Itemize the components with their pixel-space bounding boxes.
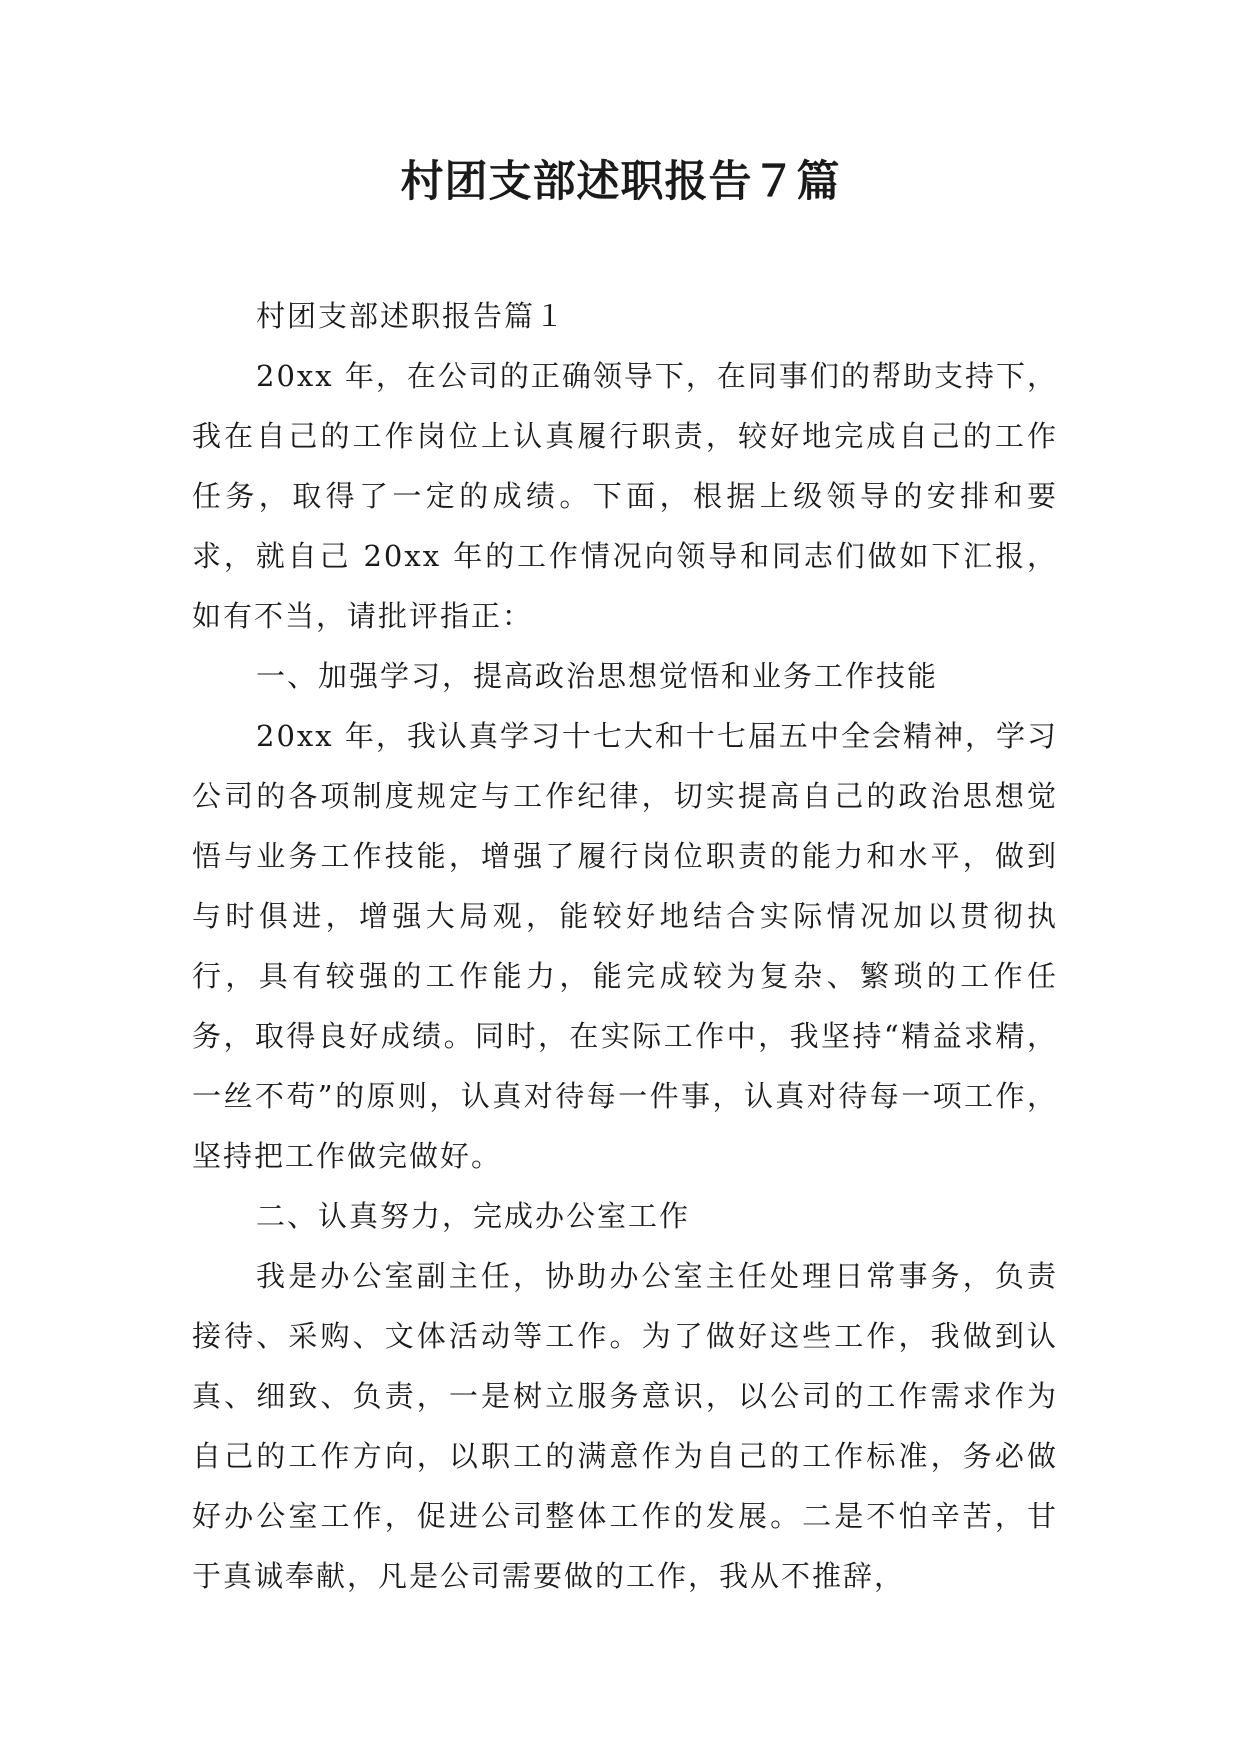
- body-paragraph: 我是办公室副主任，协助办公室主任处理日常事务，负责接待、采购、文体活动等工作。为了做好这些工作，我做到认真、细致、负责，一是树立服务意识，以公司的工作需求作为自己的工作方向，以职工的满意作为自己的工作标准，务必做好办公室工作，促进公司整体工作的发展。二是不怕辛苦，甘于真诚奉献，凡是公司需要做的工作，我从不推辞，: [192, 1259, 1058, 1593]
- section-heading: 一、加强学习，提高政治思想觉悟和业务工作技能: [256, 659, 939, 693]
- body-paragraph: 20xx 年，在公司的正确领导下，在同事们的帮助支持下，我在自己的工作岗位上认真履行职责，较好地完成自己的工作任务，取得了一定的成绩。下面，根据上级领导的安排和要求，就自己 20xx 年的工作情况向领导和同志们做如下汇报，如有不当，请批评指正：: [192, 359, 1058, 633]
- document-body: [192, 286, 1058, 1606]
- document-title: 村团支部述职报告７篇: [400, 157, 841, 207]
- body-paragraph: 20xx 年，我认真学习十七大和十七届五中全会精神，学习公司的各项制度规定与工作纪律，切实提高自己的政治思想觉悟与业务工作技能，增强了履行岗位职责的能力和水平，做到与时俱进，增强大局观，能较好地结合实际情况加以贯彻执行，具有较强的工作能力，能完成较为复杂、繁琐的工作任务，取得良好成绩。同时，在实际工作中，我坚持“精益求精，一丝不苟”的原则，认真对待每一件事，认真对待每一项工作，坚持把工作做完做好。: [192, 719, 1058, 1173]
- section-heading: 村团支部述职报告篇１: [256, 299, 567, 333]
- section-heading: 二、认真努力，完成办公室工作: [256, 1199, 691, 1233]
